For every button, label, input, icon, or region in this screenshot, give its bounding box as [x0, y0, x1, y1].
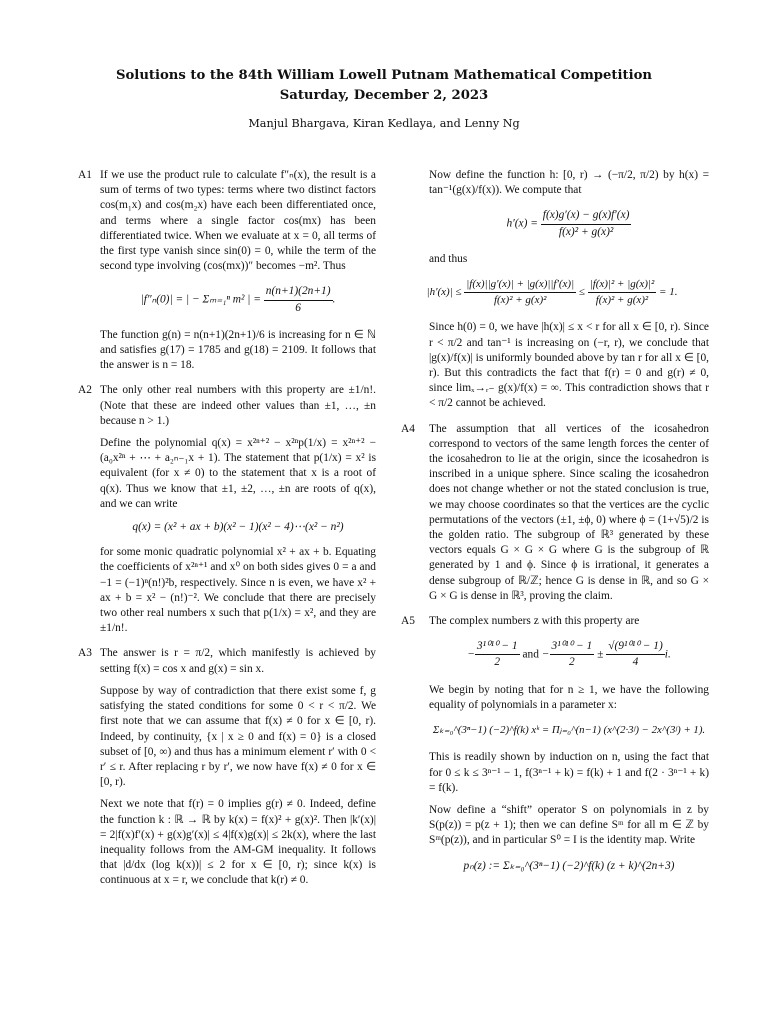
a2-paragraph-2: Define the polynomial q(x) = x²ⁿ⁺² − x²ⁿp(1/x) = x²ⁿ⁺² − (a₀x²ⁿ + ⋯ + a₂ₙ₋₁x + 1). The statement that p(1/x) = x² is equivalent (for x ≠ 0) to the statement that x is a root of q(x). Thus we know that ±1, ±2, …, ±n are roots of q(x), and we can write — [100, 437, 376, 510]
a3-equation-1 — [429, 208, 709, 239]
a3-equation-2: |h′(x)| ≤ $\frac{|f(x)||g'(x)| + |g(x)||f'(x)|}{\text{f(x)² + g(x)²}}$ ≤ $\frac{\text{|f(x)|² + |g(x)|²}}{\text{f(x)² + g(x)²}}$ = 1. — [395, 277, 709, 308]
a5-eq1-den-b: 2 — [569, 656, 575, 669]
problem-label: A1 — [78, 169, 92, 181]
a5-eq1-den-a: 2 — [494, 656, 501, 669]
problem-a2 — [78, 383, 376, 636]
a1-eq-num: n(n+1)(2n+1) — [264, 284, 333, 300]
a3-eq1-num: f(x)g′(x) − g(x)f′(x) — [541, 208, 632, 224]
a3-eq1-den: f(x)² + g(x)² — [558, 225, 614, 238]
a5-eq1-and: and — [522, 648, 539, 661]
a5-eq1-fraction-b — [550, 639, 595, 670]
problem-a3 — [78, 646, 376, 888]
a5-eq1-num-a: 3¹⁰¹⁰ − 1 — [475, 639, 520, 655]
problem-a5 — [401, 614, 709, 874]
a3-continued — [401, 168, 709, 412]
a3-paragraph-2: Suppose by way of contradiction that there exist some f, g satisfying the stated conditions for some 0 < r < π/2. We first note that we can assume that f(x) ≠ 0 for x ∈ [0, r). Indeed, by continuity, {x | x ≥ 0 and f(x) = 0} is a closed subset of [0, ∞) and thus has a minimum element r′ with 0 < r′ ≤ r. After replacing r by r′, we now have f(x) ≠ 0 for x ∈ [0, r). — [100, 684, 376, 789]
a3-eq2-den2: f(x)² + g(x)² — [595, 294, 649, 307]
a3-paragraph-3: Next we note that f(r) = 0 implies g(r) ≠ 0. Indeed, define the function k : ℝ → ℝ by k(x) = f(x)² + g(x)². Then |k′(x)| = 2|f(x)f′(x) + g(x)g′(x)| ≤ 4|f(x)g(x)| ≤ 2k(x), where the last inequality follows from the AM-GM inequality. It follows that |d/dx (log k(x))| ≤ 2 for x ∈ [0, r); since k(x) is continuous at x = r, we conclude that k(r) ≠ 0. — [100, 798, 376, 887]
a5-eq1-fraction-c — [606, 639, 665, 670]
a4-paragraph-1: The assumption that all vertices of the icosahedron correspond to vectors of the same length forces the center of the icosahedron to lie at the origin, since the icosahedron is inscribed in a unique sphere. Since scaling the icosahedron does not change whether or not the stated conclusion is true, we may choose coordinates so that the vertices are the cyclic permutations of the vectors (±1, ±ϕ, 0) where ϕ = (1+√5)/2 is the golden ratio. The subgroup of ℝ³ generated by these vectors equals G × G × G where G is the subgroup of ℝ generated by 1 and ϕ. Since ϕ is irrational, it generates a dense subgroup of ℝ/ℤ; hence G is dense in ℝ, and so G × G × G is dense in ℝ³, proving the claim. — [429, 422, 709, 602]
problem-a4 — [401, 422, 709, 604]
a5-paragraph-2: We begin by noting that for n ≥ 1, we have the following equality of polynomials in a parameter x: — [429, 683, 709, 711]
a3-eq2-fraction-2 — [588, 277, 657, 308]
a5-equation-3: pₙ(z) := Σₖ₌₀^(3ⁿ−1) (−2)^f(k) (z + k)^(2n+3) — [463, 859, 675, 872]
a2-paragraph-3: for some monic quadratic polynomial x² + ax + b. Equating the coefficients of x²ⁿ⁺¹ and x⁰ on both sides gives 0 = a and −1 = (−1)ⁿ(n!)²b, respectively. Since n is even, we have x² + ax + b = x² − (n!)⁻². We conclude that there are precisely two other real numbers x such that p(1/x) = x², and they are ±1/n!. — [100, 546, 376, 635]
paper-date: Saturday, December 2, 2023 — [279, 88, 489, 103]
a3-paragraph-4: Now define the function h: [0, r) → (−π/2, π/2) by h(x) = tan⁻¹(g(x)/f(x)). We compute that — [429, 169, 709, 197]
problem-label: A2 — [78, 384, 92, 397]
a3-eq2-fraction-1 — [464, 277, 576, 308]
a3-eq2-num2: |f(x)|² + |g(x)|² — [588, 277, 657, 293]
problem-label: A5 — [401, 615, 415, 628]
a5-equation-1: − $\frac{\text{3¹⁰¹⁰ − 1}}{2}$ and − $\frac{\text{3¹⁰¹⁰ − 1}}{2}$ ± $\frac{\text{√(9¹⁰¹⁰ − 1)}}{4}$ i. — [429, 639, 709, 670]
paper-title: Solutions to the 84th William Lowell Putnam Mathematical Competition — [115, 68, 652, 83]
a5-eq1-fraction-a — [475, 639, 520, 670]
a3-paragraph-6: Since h(0) = 0, we have |h(x)| ≤ x < r for all x ∈ [0, r). Since r < π/2 and tan⁻¹ is increasing on (−r, r), we conclude that |g(x)/f(x)| is uniformly bounded above by tan r for all x ∈ [0, r). But this contradicts the fact that f(r) = 0 and g(r) ≠ 0, since limₓ→ᵣ₋ g(x)/f(x) = ∞. This contradiction shows that r < π/2 cannot be achieved. — [429, 321, 709, 410]
a3-eq1-lhs: h′(x) = — [506, 217, 538, 230]
a1-equation: |f″ₙ(0)| = | − Σₘ₌₁ⁿ m² | = $\frac{n(n+1)(2n+1)}{6}$ . — [100, 284, 376, 315]
a3-paragraph-1: The answer is r = π/2, which manifestly is achieved by setting f(x) = cos x and g(x) = sin x. — [100, 647, 376, 675]
a1-paragraph-2: The function g(n) = n(n+1)(2n+1)/6 is increasing for n ∈ ℕ and satisfies g(17) = 1785 and g(18) = 2109. It follows that the answer is n = 18. — [100, 328, 376, 372]
a5-eq1-num-b: 3¹⁰¹⁰ − 1 — [550, 639, 595, 655]
a2-paragraph-1: The only other real numbers with this property are ±1/n!. (Note that these are indeed other values than ±1, …, ±n because n > 1.) — [100, 384, 376, 427]
right-column — [401, 168, 709, 886]
a5-paragraph-1: The complex numbers z with this property are — [429, 615, 640, 628]
a3-eq2-den1: f(x)² + g(x)² — [493, 294, 547, 307]
a1-paragraph-1: If we use the product rule to calculate f″ₙ(x), the result is a sum of terms of two types: terms where two distinct factors cos(m₁x) and cos(m₂x) have each been differentiated once, and terms where a single factor cos(mx) has been differentiated twice. When we evaluate at x = 0, all terms of the first type vanish since sin(0) = 0, while the term of the second type involving (cos(mx))″ becomes −m². Thus — [100, 169, 376, 273]
left-column — [78, 168, 376, 899]
a3-paragraph-5: and thus — [429, 252, 468, 265]
problem-label: A3 — [78, 647, 92, 660]
a5-paragraph-4: Now define a “shift” operator S on polynomials in z by S(p(z)) = p(z + 1); then we can define Sᵐ for all m ∈ ℤ by Sᵐ(p(z)), and in particular S⁰ = I is the identity map. Write — [429, 803, 709, 847]
a5-eq1-num-c: √(9¹⁰¹⁰ − 1) — [606, 639, 665, 655]
a3-eq2-lhs: |h′(x)| ≤ — [426, 286, 462, 299]
a5-eq1-den-c: 4 — [632, 656, 639, 669]
problem-a1 — [78, 168, 376, 373]
a1-eq-lhs: |f″ₙ(0)| = | − Σₘ₌₁ⁿ m² | = — [140, 293, 261, 306]
a5-paragraph-3: This is readily shown by induction on n, using the fact that for 0 ≤ k ≤ 3ⁿ⁻¹ − 1, f(3ⁿ⁻¹ + k) = f(k) + 1 and f(2 · 3ⁿ⁻¹ + k) = f(k). — [429, 751, 709, 794]
problem-label: A4 — [401, 422, 415, 435]
a5-equation-2: Σₖ₌₀^(3ⁿ−1) (−2)^f(k) xᵏ = Πⱼ₌₀^(n−1) (x^(2·3ʲ) − 2x^(3ʲ) + 1). — [432, 724, 706, 737]
a3-eq2-num1: |f(x)||g′(x)| + |g(x)||f′(x)| — [464, 277, 576, 293]
a1-eq-fraction — [264, 284, 333, 315]
a5-eq1-tail: i. — [664, 648, 671, 661]
a3-eq1-fraction — [541, 208, 632, 239]
a3-eq2-rhs: = 1. — [659, 286, 678, 299]
paper-authors: Manjul Bhargava, Kiran Kedlaya, and Lenny Ng — [248, 117, 520, 130]
a1-eq-den: 6 — [295, 301, 301, 314]
a2-equation: q(x) = (x² + ax + b)(x² − 1)(x² − 4)⋯(x² − n²) — [132, 521, 344, 534]
